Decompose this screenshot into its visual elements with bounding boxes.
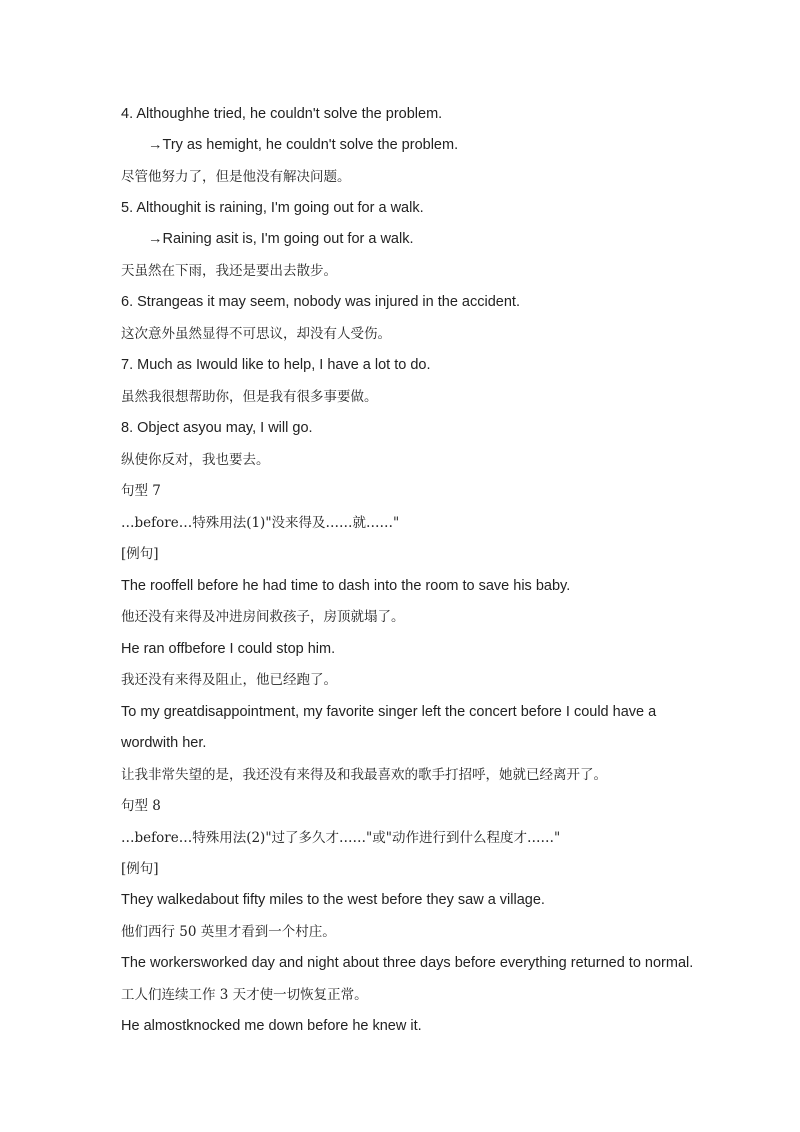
- text-line: 工人们连续工作 3 天才使一切恢复正常。: [121, 987, 368, 1003]
- section-heading: 句型 7: [121, 483, 161, 499]
- text-line: 让我非常失望的是，我还没有来得及和我最喜欢的歌手打招呼，她就已经离开了。: [121, 767, 607, 783]
- text-line: The rooffell before he had time to dash into the room to save his baby.: [121, 578, 571, 594]
- section-heading: 句型 8: [121, 798, 161, 814]
- text-line: 尽管他努力了，但是他没有解决问题。: [121, 169, 351, 185]
- text-line: To my greatdisappointment, my favorite singer left the concert before I could have a: [121, 704, 657, 720]
- text-line: 8. Object asyou may, I will go.: [121, 420, 313, 436]
- example-label: [例句]: [121, 546, 159, 562]
- text-line: He almostknocked me down before he knew it.: [121, 1018, 422, 1034]
- text-line: 7. Much as Iwould like to help, I have a lot to do.: [121, 357, 431, 373]
- text-line: 他还没有来得及冲进房间救孩子，房顶就塌了。: [121, 609, 405, 625]
- text-line: 4. Althoughhe tried, he couldn't solve the problem.: [121, 106, 443, 122]
- text-line: He ran offbefore I could stop him.: [121, 641, 336, 657]
- text-line: wordwith her.: [121, 735, 207, 751]
- text-line: They walkedabout fifty miles to the west before they saw a village.: [121, 892, 545, 908]
- text-line: The workersworked day and night about three days before everything returned to normal.: [121, 955, 694, 971]
- text-line: 天虽然在下雨，我还是要出去散步。: [121, 263, 337, 279]
- text-line: 5. Althoughit is raining, I'm going out for a walk.: [121, 200, 424, 216]
- text-line: 他们西行 50 英里才看到一个村庄。: [121, 924, 336, 940]
- text-line: 6. Strangeas it may seem, nobody was injured in the accident.: [121, 294, 520, 310]
- text-line: 虽然我很想帮助你，但是我有很多事要做。: [121, 389, 378, 405]
- example-label: [例句]: [121, 861, 159, 877]
- text-line: 这次意外虽然显得不可思议，却没有人受伤。: [121, 326, 391, 342]
- text-line: →Raining asit is, I'm going out for a walk.: [148, 231, 414, 247]
- text-line: →Try as hemight, he couldn't solve the problem.: [148, 137, 459, 153]
- text-line: 我还没有来得及阻止，他已经跑了。: [121, 672, 337, 688]
- text-line: 纵使你反对，我也要去。: [121, 452, 270, 468]
- text-line: …before…特殊用法(1)"没来得及……就……": [121, 515, 400, 531]
- text-line: …before…特殊用法(2)"过了多久才……"或"动作进行到什么程度才……": [121, 830, 561, 846]
